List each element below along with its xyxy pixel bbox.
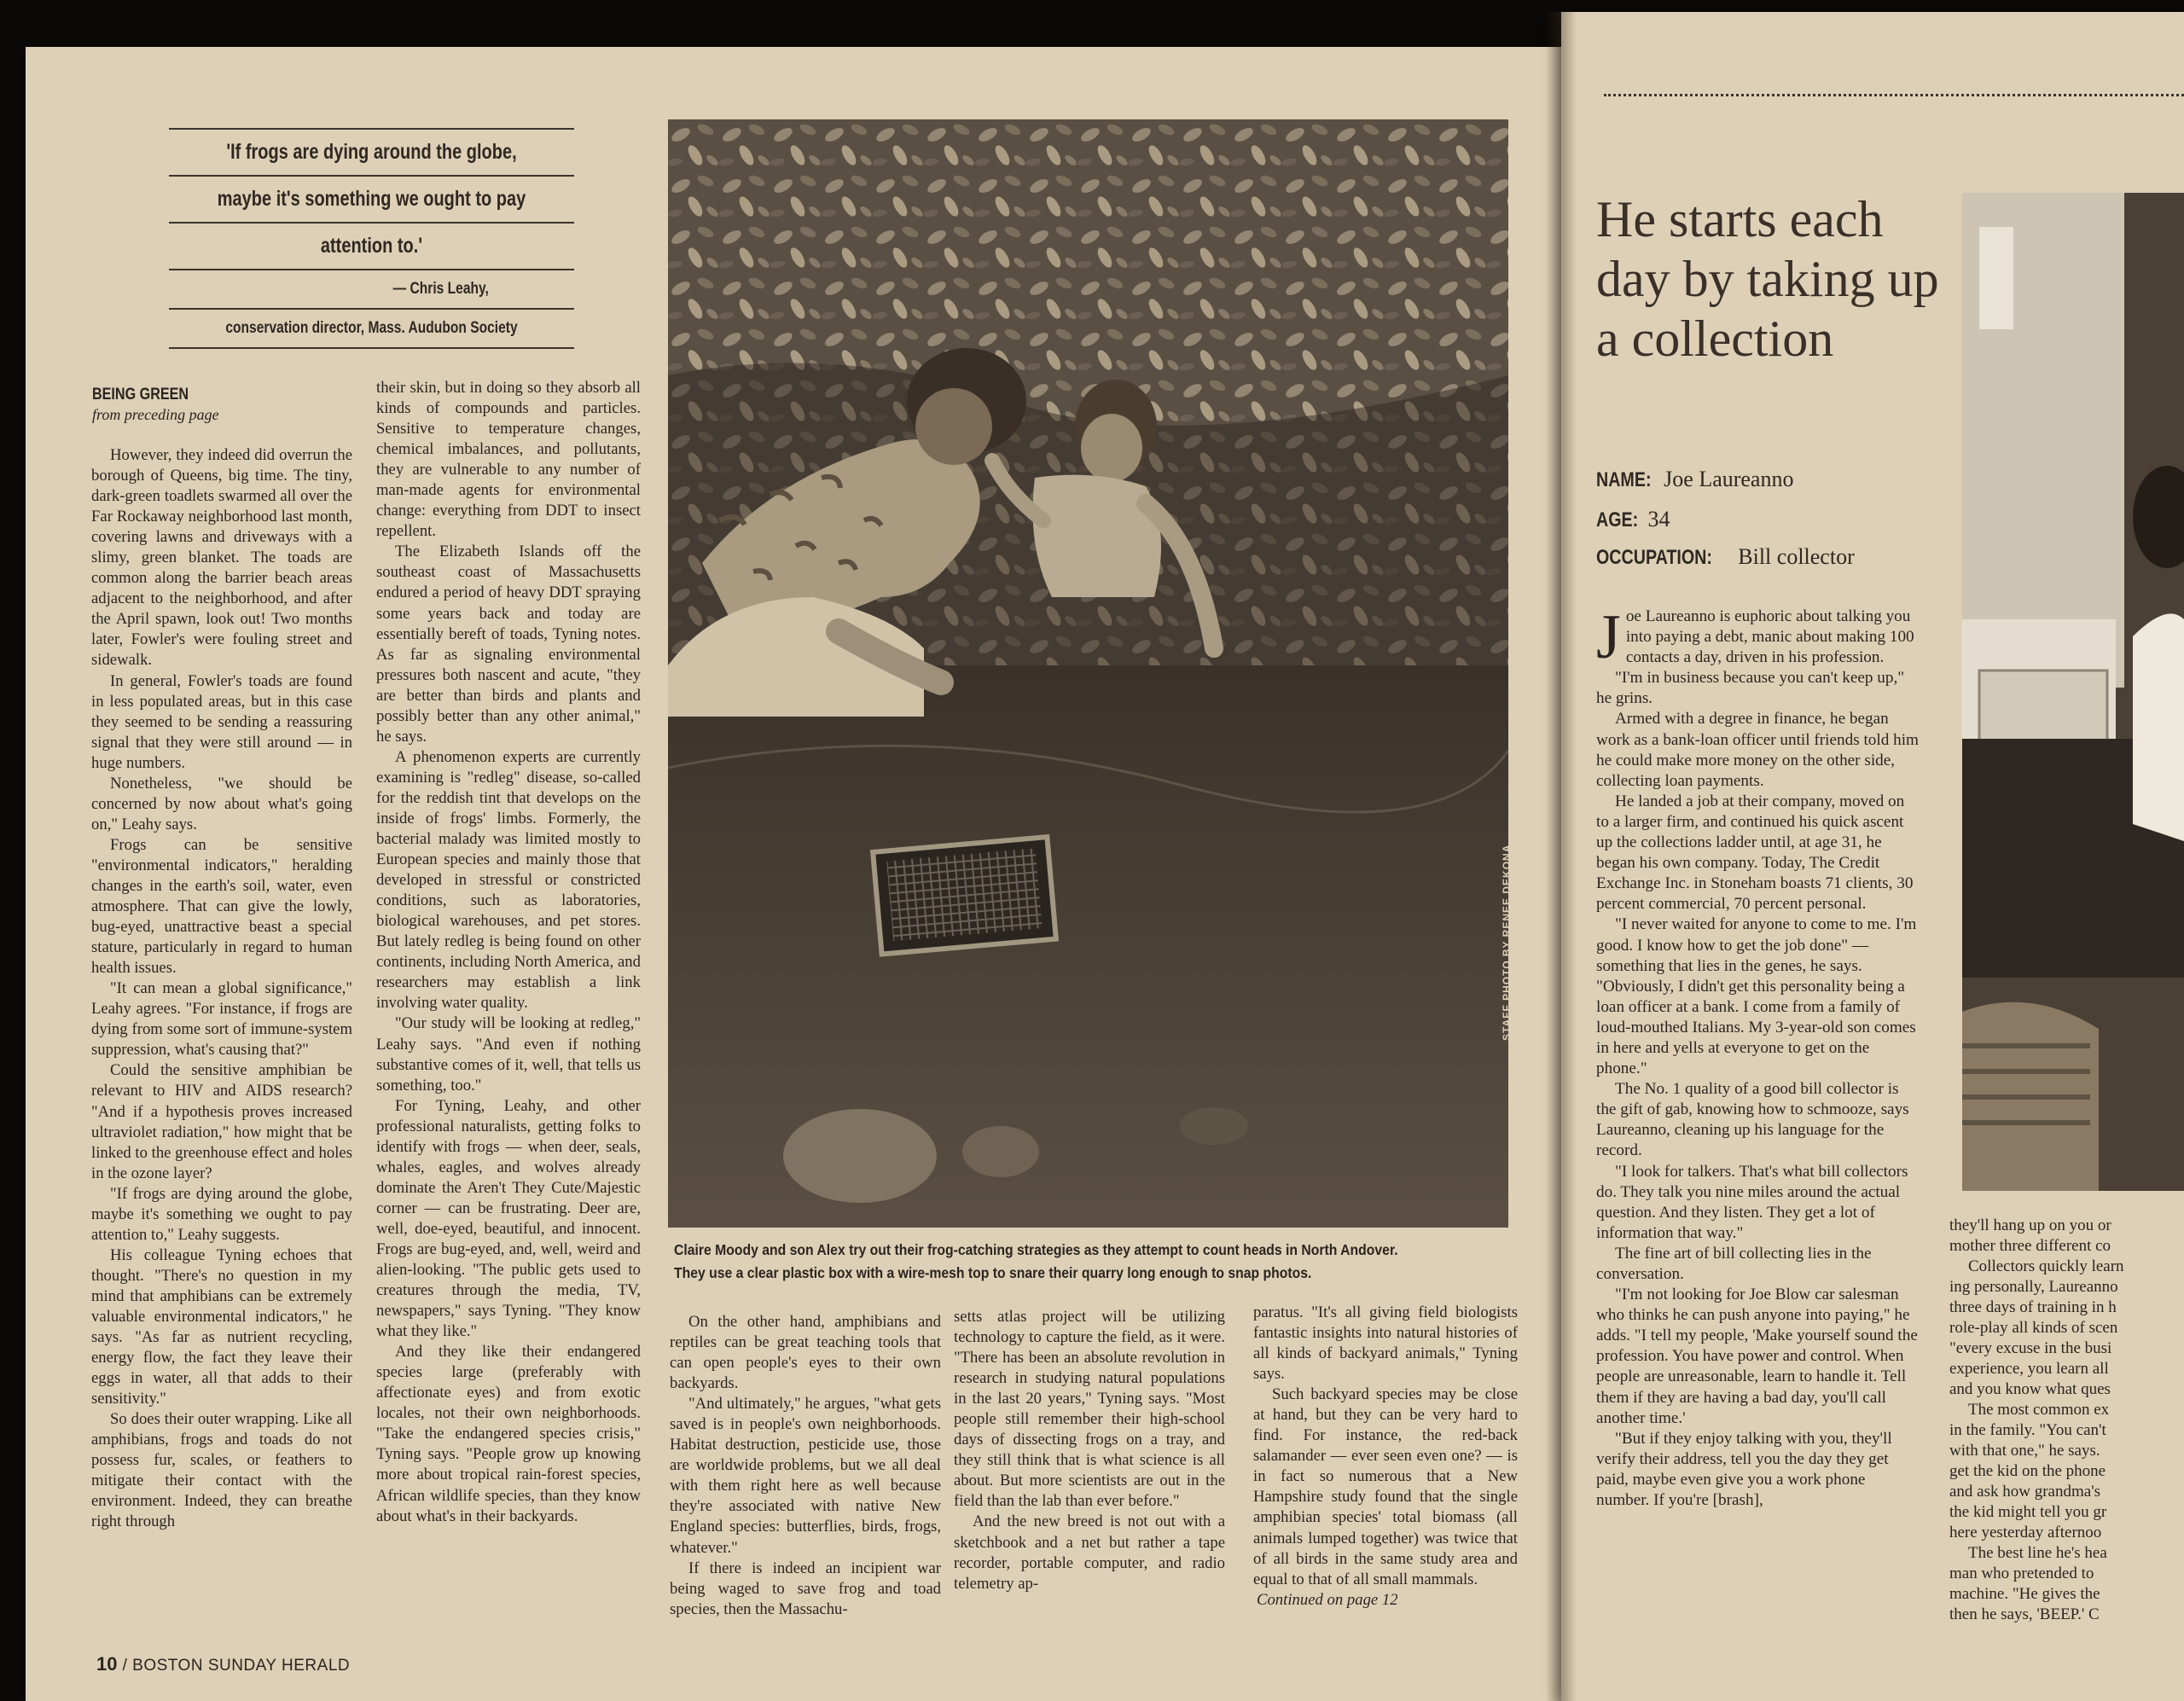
text-line: then he says, 'BEEP.' C: [1949, 1605, 2100, 1623]
paragraph: "If frogs are dying around the globe, maybe it's something we ought to pay attention to," Leahy suggests.: [91, 1184, 352, 1244]
text-line: three days of training in h: [1949, 1298, 2117, 1316]
paragraph: "But if they enjoy talking with you, they'll verify their address, tell you the day they get paid, maybe even give you a work phone number. If you're [brash],: [1596, 1429, 1892, 1510]
text-line: with that one," he says.: [1949, 1442, 2100, 1460]
paragraph: Armed with a degree in finance, he began work as a bank-loan officer until friends told him he could make more money on the other side, collecting loan payments.: [1596, 710, 1919, 790]
section-kicker-subtitle: from preceding page: [92, 406, 219, 423]
text-line: man who pretended to: [1949, 1565, 2094, 1582]
text-line: experience, you learn all: [1949, 1360, 2109, 1378]
office-photo-illustration: [1962, 193, 2184, 1191]
article-column-2: [376, 378, 641, 1527]
text-line: ing personally, Laureanno: [1949, 1278, 2118, 1296]
text-line: role-play all kinds of scen: [1949, 1319, 2118, 1337]
profile-body-column: [1596, 602, 1919, 1511]
paragraph: His colleague Tyning echoes that thought. "There's no question in my mind that amphibians can be extremely valuable environmental indicators," he says. "As far as nutrient recycling, energy flow, the fact they leave their eggs in water, all that adds to their sensitivity.": [91, 1245, 352, 1408]
photo-caption: Claire Moody and son Alex try out their frog-catching strategies as they attempt to count heads in North Andover. They use a clear plastic box with a wire-mesh top to snare their quarry long enough to snap photos.: [674, 1241, 1398, 1281]
article-column-3: [670, 1312, 941, 1620]
text-line: machine. "He gives the: [1949, 1585, 2100, 1603]
paragraph: "And ultimately," he argues, "what gets saved is in people's own neighborhoods. Habitat destruction, pesticide use, those are worldwide problems, but we all deal with them right here as well because they're associated with native New England species: butterflies, birds, frogs, whatever.": [670, 1395, 941, 1557]
paragraph: Frogs can be sensitive "environmental indicators," heralding changes in the earth's soil, water, even atmosphere. That can give the lowly, bug-eyed, unattractive beast a special stature, particularly in regard to human health issues.: [91, 835, 352, 978]
fact-age: [1596, 507, 1670, 532]
pull-quote-attribution-name: — Chris Leahy,: [392, 280, 489, 298]
text-line: and ask how grandma's: [1949, 1483, 2101, 1501]
office-photo: [1962, 193, 2184, 1191]
article-column-1: [91, 445, 352, 1532]
profile-headline: He starts each day by taking up a collection: [1596, 191, 1939, 367]
fact-occupation: [1596, 544, 1855, 570]
photo-illustration: [668, 119, 1508, 1228]
fact-value: Joe Laureanno: [1664, 467, 1794, 491]
paragraph: The fine art of bill collecting lies in the conversation.: [1596, 1244, 1872, 1283]
publication-name: / BOSTON SUNDAY HERALD: [122, 1657, 351, 1675]
text-line: The most common ex: [1968, 1401, 2110, 1419]
drop-cap: J: [1596, 602, 1621, 672]
paragraph: For Tyning, Leahy, and other professional naturalists, getting folks to identify with frogs — when deer, seals, whales, eagles, and wolves already dominate the Aren't They Cute/Majestic corner — can be frustrating. Deer are, well, doe-eyed, beautiful, and innocent. Frogs are bug-eyed, and, well, weird and alien-looking. "The public gets used to creatures through the media, TV, newspapers," says Tyning. "They know what they like.": [376, 1096, 641, 1341]
fact-label: NAME:: [1596, 468, 1652, 491]
paragraph: Could the sensitive amphibian be relevant to HIV and AIDS research? "And if a hypothesis proves increased ultraviolet radiation," how might that be linked to the greenhouse effect and holes in the ozone layer?: [91, 1061, 352, 1182]
article-column-4: [954, 1307, 1225, 1594]
paragraph: paratus. "It's all giving field biologists fantastic insights into natural histories of all kinds of backyard animals," Tyning says.: [1253, 1303, 1518, 1384]
paragraph: In general, Fowler's toads are found in less populated areas, but in this case they seemed to be sending a reassuring signal that they were still around — in huge numbers.: [91, 671, 352, 772]
photo-credit: STAFF PHOTO BY RENEE DEKONA: [1501, 844, 1513, 1041]
paragraph: "It can mean a global significance," Leahy agrees. "For instance, if frogs are dying from some sort of immune-system suppression, what's causing that?": [91, 979, 352, 1059]
text-line: mother three different co: [1949, 1237, 2111, 1255]
paragraph: "I'm not looking for Joe Blow car salesman who thinks he can push anyone into paying," he adds. "I tell my people, 'Make yourself sound the profession. You have power and control. When people are unreasonable, learn to handle it. Tell them if they are having a bad day, you'll call another time.': [1596, 1286, 1918, 1427]
page-number: 10: [96, 1653, 118, 1675]
paragraph: Nonetheless, "we should be concerned by now about what's going on," Leahy says.: [91, 774, 352, 833]
article-column-5: [1253, 1303, 1518, 1611]
text-line: and you know what ques: [1949, 1380, 2111, 1398]
pull-quote-attribution-title: conservation director, Mass. Audubon Society: [225, 319, 518, 337]
fact-value: 34: [1647, 507, 1670, 531]
fact-label: OCCUPATION:: [1596, 546, 1712, 569]
pull-quote-line: attention to.': [320, 234, 423, 258]
paragraph: He landed a job at their company, moved on to a larger firm, and continued his quick ascent up the collections ladder until, at age 31, he began his own company. Today, The Credit Exchange Inc. in Stoneham boasts 71 clients, 30 percent commercial, 70 percent personal.: [1596, 792, 1914, 914]
fact-value: Bill collector: [1738, 544, 1855, 569]
continued-line: Continued on page 12: [1257, 1590, 1398, 1609]
dotted-rule: [1604, 94, 2184, 96]
paragraph: If there is indeed an incipient war being waged to save frog and toad species, then the Massachu-: [670, 1559, 941, 1618]
text-line: here yesterday afternoo: [1949, 1524, 2102, 1541]
pull-quote: [169, 128, 574, 349]
text-line: they'll hang up on you or: [1949, 1216, 2111, 1234]
page-gutter: [1546, 12, 1577, 1701]
paragraph: "I look for talkers. That's what bill collectors do. They talk you nine miles around the actual question. And they listen. They get a lot of information that way.": [1596, 1162, 1908, 1242]
paragraph: So does their outer wrapping. Like all amphibians, frogs and toads do not possess fur, scales, or feathers to mitigate their contact with the environment. Indeed, they can breathe right through: [91, 1410, 352, 1531]
paragraph: On the other hand, amphibians and reptiles can be great teaching tools that can open people's eyes to their own backyards.: [670, 1313, 941, 1393]
text-line: Collectors quickly learn: [1968, 1257, 2124, 1275]
pull-quote-line: maybe it's something we ought to pay: [217, 187, 526, 211]
paragraph: "Our study will be looking at redleg," Leahy says. "And even if nothing substantive comes of it, well, that tells us something, too.": [376, 1014, 641, 1094]
paragraph: "I'm in business because you can't keep up," he grins.: [1596, 669, 1905, 708]
paragraph: And they like their endangered species large (preferably with affectionate eyes) and from exotic locales, not their own neighborhoods. "Take the endangered species crisis," Tyning says. "People grow up knowing more about tropical rain-forest species, African wildlife species, than they know about what's in their backyards.: [376, 1343, 641, 1525]
fact-label: AGE:: [1596, 508, 1639, 531]
text-line: the kid might tell you gr: [1949, 1503, 2107, 1521]
paragraph: The No. 1 quality of a good bill collector is the gift of gab, knowing how to schmooze, says Laureanno, cleaning up his language for the record.: [1596, 1080, 1909, 1160]
section-kicker: BEING GREEN: [92, 386, 189, 403]
paragraph: Such backyard species may be close at hand, but they can be very hard to find. For instance, the red-back salamander — ever seen even one? — is in fact so numerous that a New Hampshire study found that the single amphibian species' total biomass (all animals lumped together) was twice that of all birds in the same study area and equal to that of all small mammals.: [1253, 1385, 1518, 1588]
sidebar-column: [1949, 1216, 2154, 1625]
paragraph: And the new breed is not out with a sketchbook and a net but rather a tape recorder, portable computer, and radio telemetry ap-: [954, 1512, 1225, 1593]
text-line: in the family. "You can't: [1949, 1421, 2106, 1439]
paragraph: However, they indeed did overrun the borough of Queens, big time. The tiny, dark-green toadlets swarmed all over the Far Rockaway neighborhood last month, covering lawns and driveways with a slimy, green blanket. The toads are common along the barrier beach areas adjacent to the neighborhood, and after the April spawn, look out! Two months later, Fowler's were fouling street and sidewalk.: [91, 446, 352, 670]
frog-catching-photo: [668, 119, 1508, 1228]
paragraph: "I never waited for anyone to come to me. I'm good. I know how to get the job done" — something that lies in the genes, he says. "Obviously, I didn't get this personality being a loan officer at a bank. I come from a family of loud-mouthed Italians. My 3-year-old son comes in here and yells at everyone to get on the phone.": [1596, 915, 1917, 1078]
text-line: The best line he's hea: [1968, 1544, 2107, 1562]
lead-text: oe Laureanno is euphoric about talking you into paying a debt, manic about making 100 contacts a day, driven in his profession.: [1625, 607, 1914, 667]
paragraph: The Elizabeth Islands off the southeast coast of Massachusetts endured a period of heavy DDT spraying some years back and today are essentially bereft of toads, Tyning notes. As far as signaling environmental pressures both nascent and acute, "they are better than birds and plants and possibly better than any other animal," he says.: [376, 543, 641, 746]
pull-quote-line: 'If frogs are dying around the globe,: [226, 140, 517, 164]
paragraph: setts atlas project will be utilizing technology to capture the field, as it were. "There has been an absolute revolution in research in studying natural populations in the last 20 years," Tyning says. "Most people still remember their high-school days of dissecting frogs on a tray, and they still think that is what science is all about. But more scientists are out in the field than the lab than ever before.": [954, 1308, 1225, 1511]
paragraph: A phenomenon experts are currently examining is "redleg" disease, so-called for the reddish tint that develops on the inside of frogs' limbs. Formerly, the bacterial malady was limited mostly to European species and mainly those that developed in stressful or constricted conditions, such as laboratories, biological warehouses, and pet stores. But lately redleg is being found on other continents, including North America, and researchers may establish a link involving water quality.: [376, 747, 641, 1013]
paragraph: their skin, but in doing so they absorb all kinds of compounds and particles. Sensitive to temperature changes, chemical imbalances, and pollutants, they are vulnerable to any number of man-made agents for environmental change: everything from DDT to insect repellent.: [376, 379, 641, 541]
text-line: "every excuse in the busi: [1949, 1339, 2112, 1357]
fact-name: [1596, 467, 1793, 492]
page-footer: [96, 1653, 350, 1675]
paragraph: [1596, 602, 1919, 672]
text-line: get the kid on the phone: [1949, 1462, 2106, 1480]
